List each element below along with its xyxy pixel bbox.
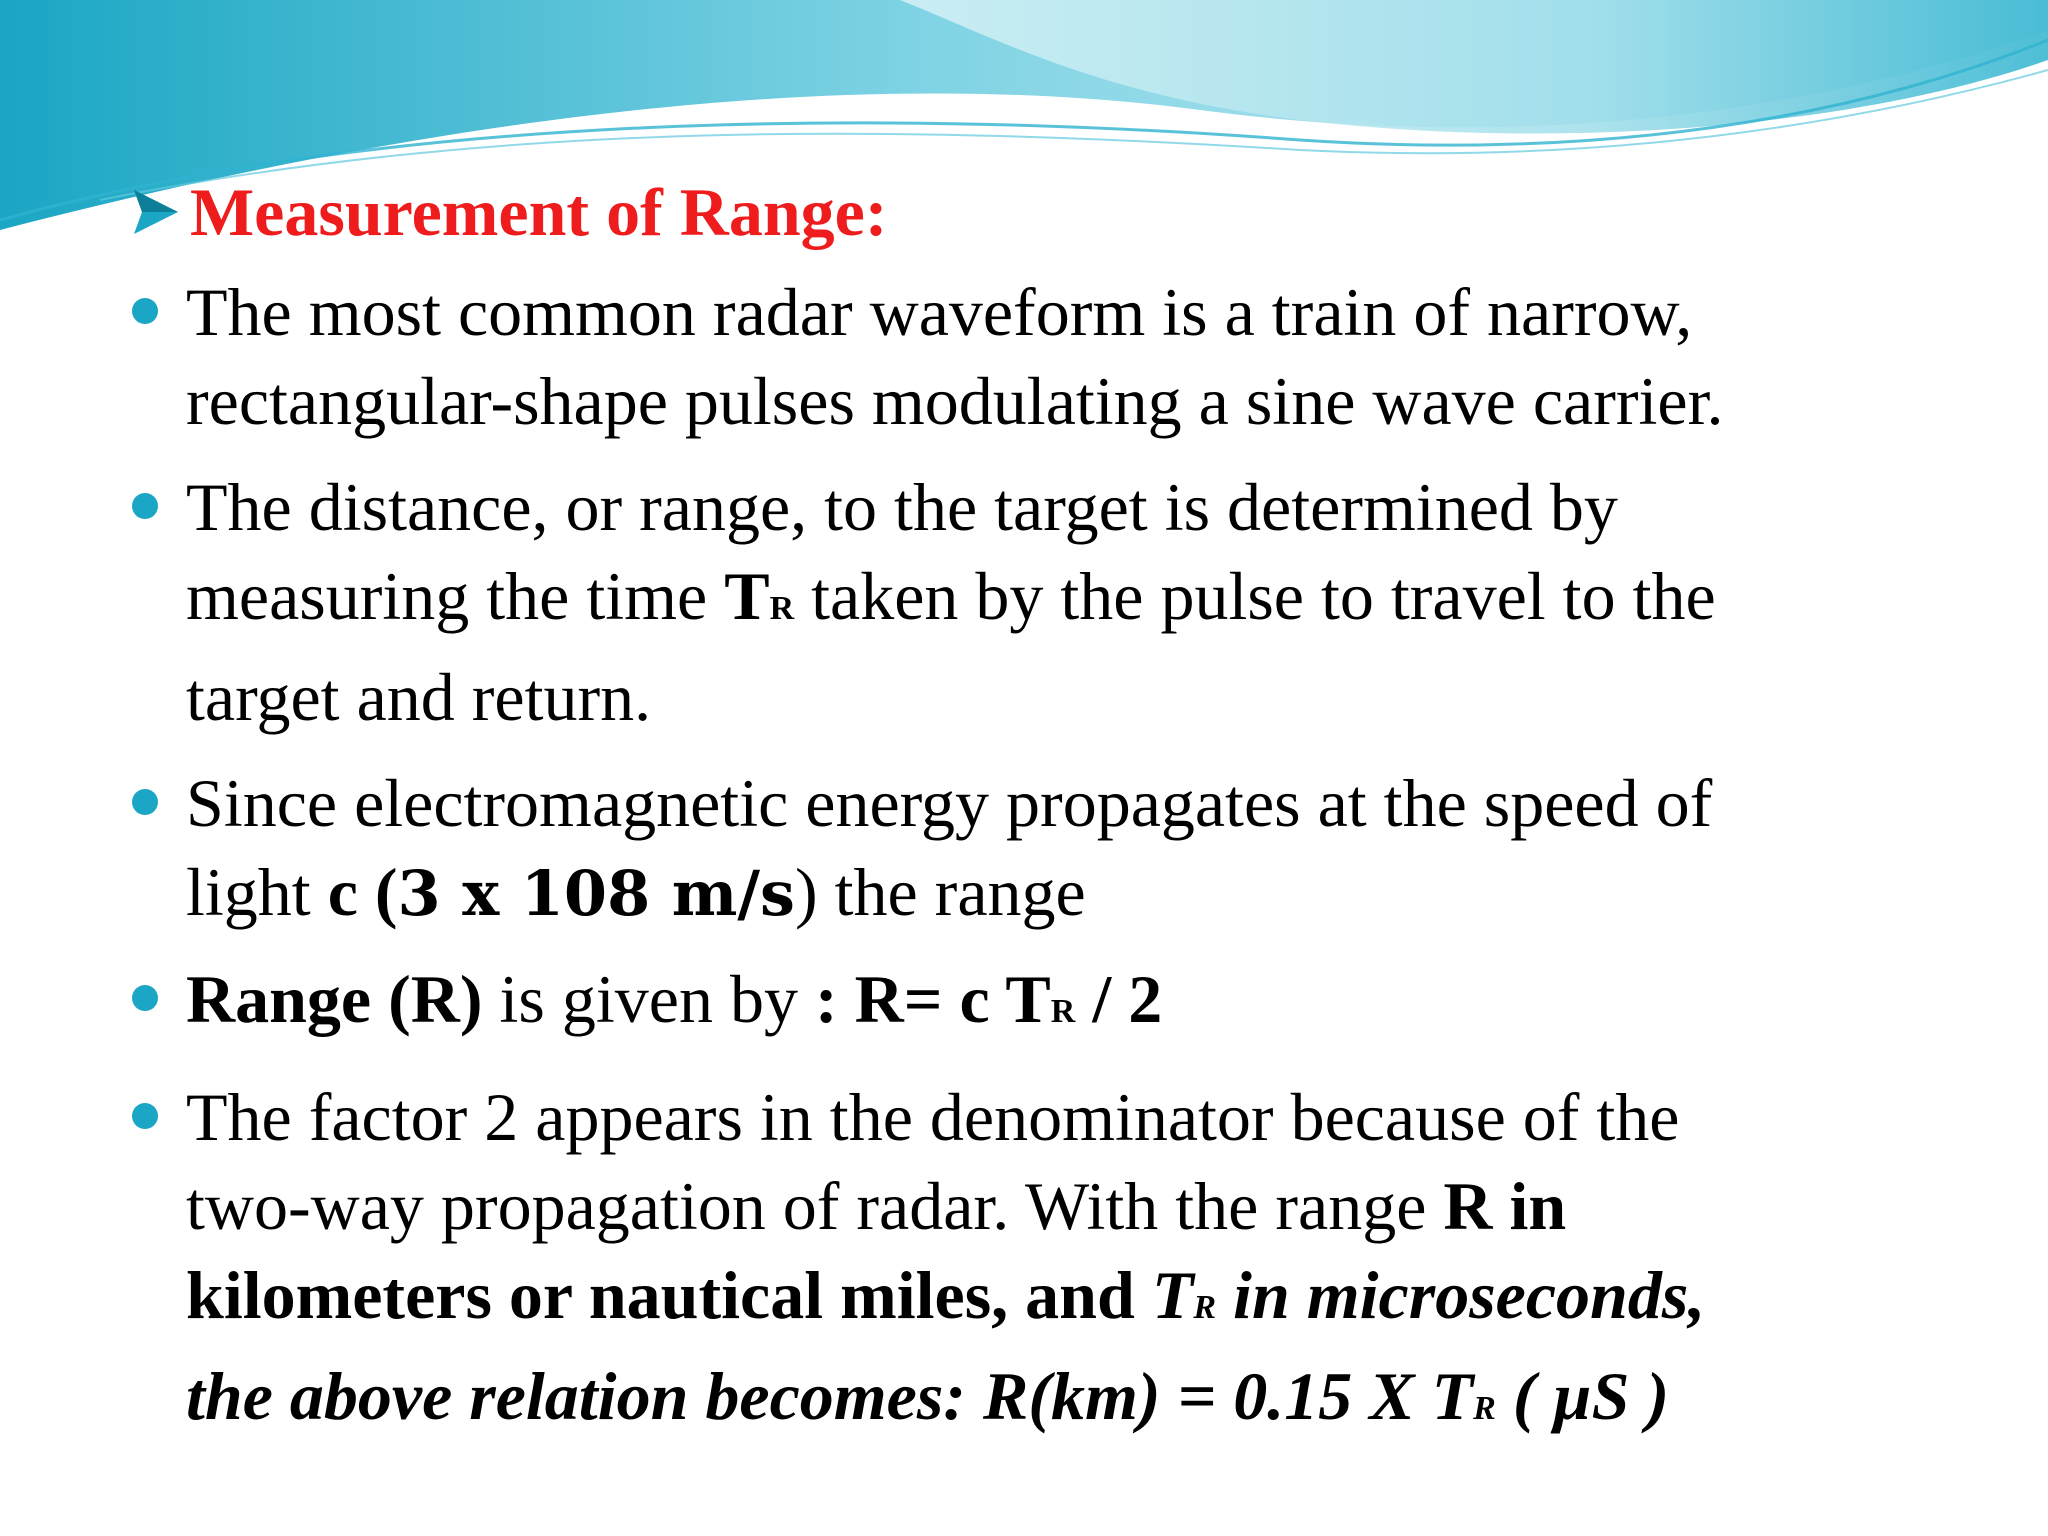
range-label: Range (R) <box>186 961 483 1037</box>
list-item <box>128 1073 2006 1453</box>
bullet-line <box>186 552 2006 653</box>
heading-text: Measurement of Range: <box>190 174 888 250</box>
subscript-r: R <box>1050 993 1076 1030</box>
bullet-line: target and return. <box>186 659 652 735</box>
text-run-bold-italic: in microseconds, <box>1216 1257 1706 1333</box>
bullet-line: The most common radar waveform is a train of narrow, <box>186 274 1693 350</box>
text-run: taken by the pulse to travel to the <box>794 558 1716 634</box>
filled-circle-bullet-icon <box>132 1103 158 1129</box>
bullet-line <box>186 1251 2006 1352</box>
bullet-line <box>186 955 2006 1056</box>
bullet-line <box>186 1162 2006 1251</box>
range-formula-tail: / 2 <box>1075 961 1163 1037</box>
text-run-bold: kilometers or nautical miles, and <box>186 1257 1152 1333</box>
filled-circle-bullet-icon <box>132 985 158 1011</box>
list-item <box>128 759 2006 938</box>
text-run-bold: R in <box>1443 1168 1567 1244</box>
list-item <box>128 955 2006 1056</box>
bullet-line: The distance, or range, to the target is determined by <box>186 469 1618 545</box>
text-run: the range <box>817 854 1086 930</box>
subscript-r: R <box>769 590 795 627</box>
filled-circle-bullet-icon <box>132 789 158 815</box>
range-formula: : R= c T <box>814 961 1051 1037</box>
arrowhead-bullet-icon <box>128 184 184 240</box>
bullet-line <box>186 848 2006 938</box>
text-run: two-way propagation of radar. With the range <box>186 1168 1444 1244</box>
subscript-r: R <box>1193 1289 1217 1326</box>
relation-formula-tail: ( µS ) <box>1495 1358 1670 1434</box>
list-item <box>128 268 2006 446</box>
bullet-line <box>186 1352 2006 1453</box>
relation-formula: the above relation becomes: R(km) = 0.15 X T <box>186 1358 1474 1434</box>
bullet-line: Since electromagnetic energy propagates at the speed of <box>186 765 1713 841</box>
time-symbol: T <box>1151 1257 1194 1333</box>
slide-body <box>128 168 2008 1453</box>
filled-circle-bullet-icon <box>132 298 158 324</box>
filled-circle-bullet-icon <box>132 493 158 519</box>
bullet-line: rectangular-shape pulses modulating a sine wave carrier. <box>186 363 1724 439</box>
text-run: light <box>186 854 328 930</box>
subscript-r: R <box>1473 1390 1496 1427</box>
speed-of-light-value: 3 x 108 m/s <box>397 857 795 930</box>
bullet-line: The factor 2 appears in the denominator because of the <box>186 1079 1680 1155</box>
list-item <box>128 463 2006 742</box>
speed-of-light-symbol: c ( <box>327 854 398 930</box>
slide-heading <box>128 168 2008 256</box>
closing-paren: ) <box>794 854 818 930</box>
text-run: measuring the time <box>186 558 725 634</box>
time-symbol: T <box>724 558 770 634</box>
text-run: is given by <box>482 961 815 1037</box>
